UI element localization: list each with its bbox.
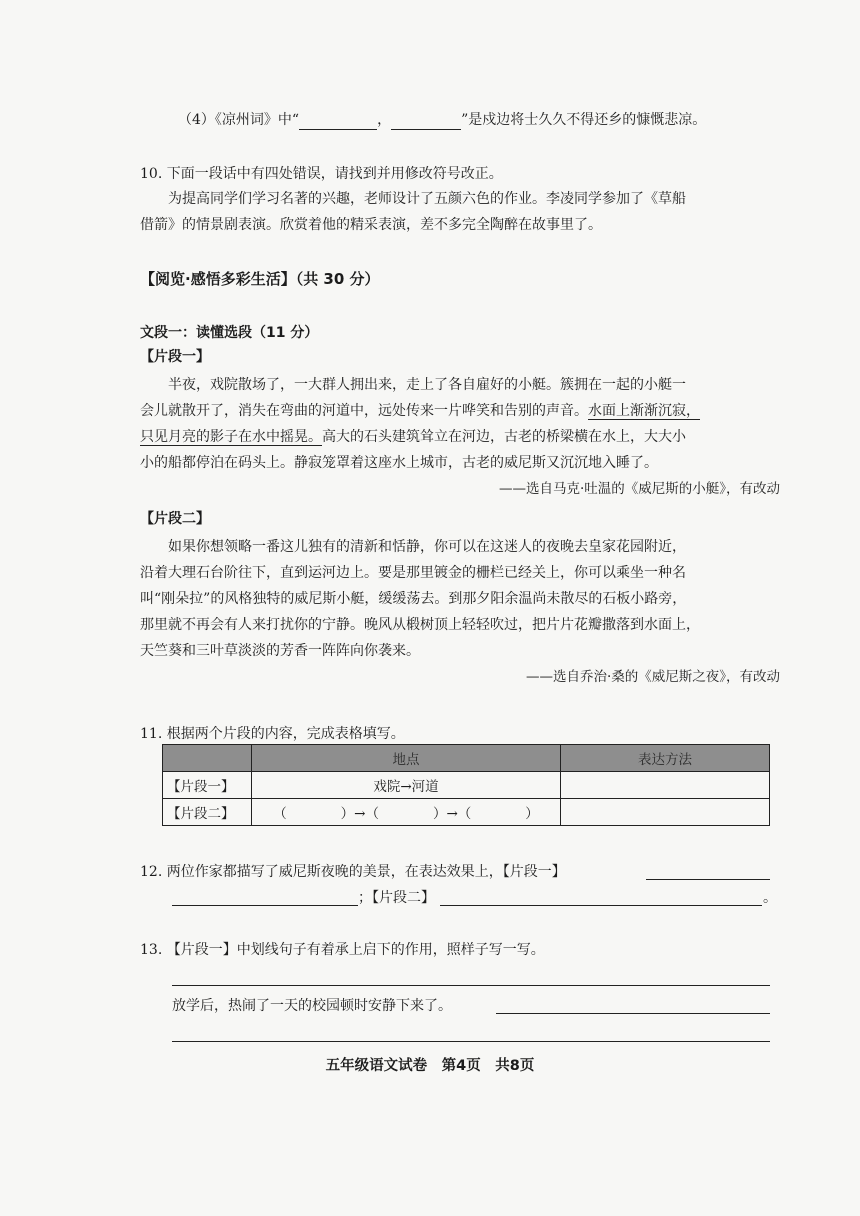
answer-line[interactable] <box>496 1013 770 1014</box>
answer-line[interactable] <box>646 879 770 880</box>
fragment2-line4: 那里就不再会有人来打扰你的宁静。晚风从椴树顶上轻轻吹过，把片片花瓣撒落到水面上， <box>140 617 700 633</box>
q12-mid: ；【片段二】 <box>358 890 435 906</box>
fragment2-line1: 如果你想领略一番这儿独有的清新和恬静，你可以在这迷人的夜晚去皇家花园附近， <box>168 539 686 555</box>
q12-prompt <box>140 862 566 882</box>
fragment2-line2: 沿着大理石台阶往下，直到运河边上。要是那里镀金的栅栏已经关上，你可以乘坐一种名 <box>140 565 686 581</box>
q10-line2: 借箭》的情景剧表演。欣赏着他的精采表演，差不多完全陶醉在故事里了。 <box>140 217 602 233</box>
answer-blank[interactable] <box>299 115 377 130</box>
fragment1-line4: 小的船都停泊在码头上。静寂笼罩着这座水上城市，古老的威尼斯又沉沉地入睡了。 <box>140 455 658 471</box>
answer-line[interactable] <box>172 905 358 906</box>
q10-passage <box>140 186 780 238</box>
answer-line[interactable] <box>172 985 770 986</box>
question-text: 【片段一】中划线句子有着承上启下的作用，照样子写一写。 <box>166 942 545 958</box>
underlined-sentence: 水面上渐渐沉寂， <box>588 403 700 419</box>
q10-line1: 为提高同学们学习名著的兴趣，老师设计了五颜六色的作业。李凌同学参加了《草船 <box>168 191 686 207</box>
q13-example: 放学后，热闹了一天的校园顿时安静下来了。 <box>172 998 452 1014</box>
fragment1-line3 <box>140 424 780 450</box>
question-number: 12. <box>140 864 163 880</box>
fragment2-source: ——选自乔治·桑的《威尼斯之夜》，有改动 <box>525 669 780 685</box>
q12-end: 。 <box>763 890 777 906</box>
fragment1-text <box>140 372 780 502</box>
q9-item4-suffix: ”是戍边将士久久不得还乡的慷慨悲凉。 <box>461 112 707 128</box>
question-number: 10. <box>140 166 163 182</box>
section-heading: 【阅览·感悟多彩生活】（共 30 分） <box>140 270 380 288</box>
q9-item4-prefix: （4）《凉州词》中“ <box>178 112 300 128</box>
fragment2-line5: 天竺葵和三叶草淡淡的芳香一阵阵向你袭来。 <box>140 643 420 659</box>
q13-prompt <box>140 940 545 960</box>
table-row <box>163 799 770 826</box>
q9-item4 <box>178 110 706 130</box>
table-header-cell: 地点 <box>252 745 561 772</box>
fragment1-source: ——选自马克·吐温的《威尼斯的小艇》，有改动 <box>498 481 780 497</box>
fragment1-line3-text: 高大的石头建筑耸立在河边，古老的桥梁横在水上，大大小 <box>322 429 686 445</box>
question-text: 下面一段话中有四处错误，请找到并用修改符号改正。 <box>166 166 503 182</box>
fragment2-text <box>140 534 780 690</box>
q9-item4-comma: ， <box>377 112 392 128</box>
table-header-cell: 表达方法 <box>561 745 770 772</box>
fragment1-line2-text: 会儿就散开了，消失在弯曲的河道中，远处传来一片哗笑和告别的声音。 <box>140 403 588 419</box>
underlined-sentence: 只见月亮的影子在水中摇晃。 <box>140 429 322 445</box>
table-row <box>163 772 770 799</box>
question-text: 根据两个片段的内容，完成表格填写。 <box>166 726 405 742</box>
answer-line[interactable] <box>440 905 762 906</box>
question-number: 13. <box>140 942 163 958</box>
answer-cell[interactable]: （ ）→（ ）→（ ） <box>252 799 561 826</box>
page-footer: 五年级语文试卷 第4页 共8页 <box>325 1058 535 1074</box>
question-text: 两位作家都描写了威尼斯夜晚的美景，在表达效果上，【片段一】 <box>166 864 566 880</box>
answer-line[interactable] <box>172 1041 770 1042</box>
passage-title: 文段一：读懂选段（11 分） <box>140 325 319 341</box>
q10-prompt <box>140 164 503 184</box>
fragment1-line1: 半夜，戏院散场了，一大群人拥出来，走上了各自雇好的小艇。簇拥在一起的小艇一 <box>168 377 686 393</box>
fragment1-label: 【片段一】 <box>140 349 210 365</box>
question-number: 11. <box>140 726 163 742</box>
table-header-row <box>163 745 770 772</box>
q11-prompt <box>140 724 405 744</box>
q11-table <box>162 744 770 826</box>
table-header-cell <box>163 745 252 772</box>
table-cell: 【片段二】 <box>163 799 252 826</box>
answer-cell[interactable] <box>561 799 770 826</box>
fragment2-line3: 叫“刚朵拉”的风格独特的威尼斯小艇，缓缓荡去。到那夕阳余温尚未散尽的石板小路旁， <box>140 591 687 607</box>
answer-blank[interactable] <box>391 115 461 130</box>
answer-cell[interactable] <box>561 772 770 799</box>
table-cell: 戏院→河道 <box>252 772 561 799</box>
table-cell: 【片段一】 <box>163 772 252 799</box>
fragment1-line2 <box>140 398 780 424</box>
fragment2-label: 【片段二】 <box>140 511 210 527</box>
